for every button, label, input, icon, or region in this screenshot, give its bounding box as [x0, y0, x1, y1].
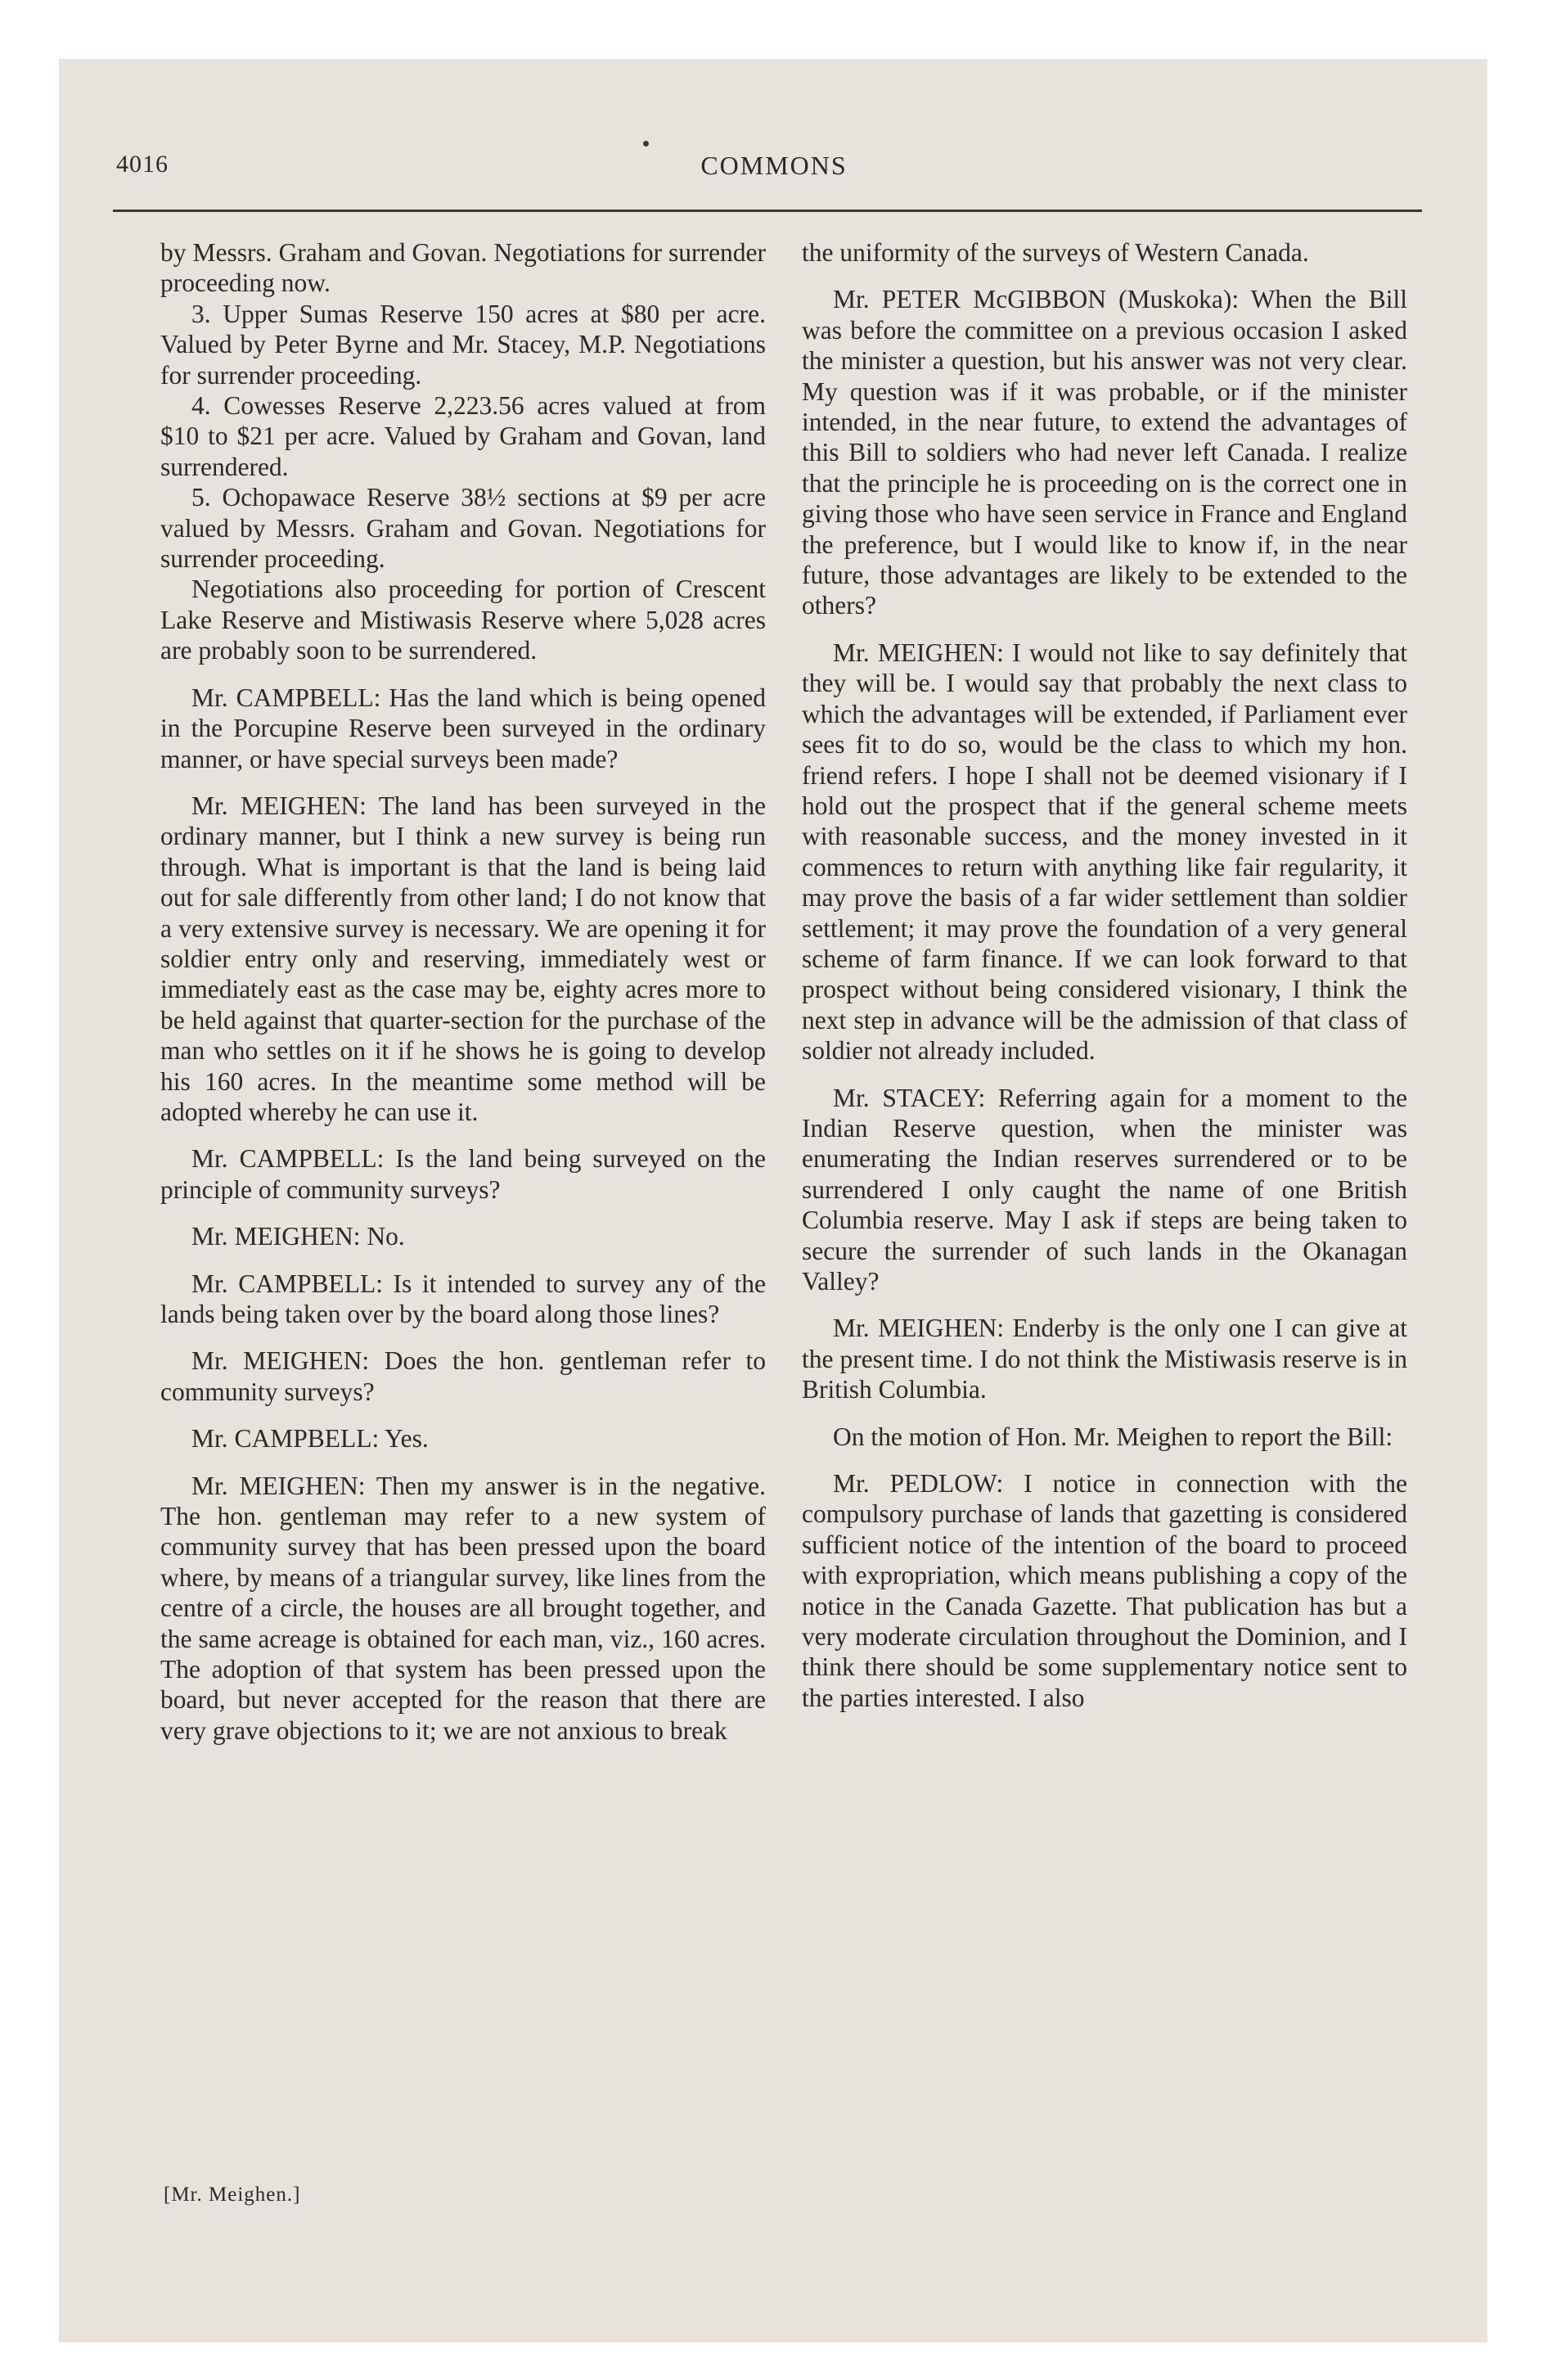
- paragraph: On the motion of Hon. Mr. Meighen to report the Bill:: [833, 1422, 1393, 1451]
- paragraph: Mr. CAMPBELL: Is it intended to survey any of the lands being taken over by the board along those lines?: [160, 1269, 766, 1328]
- paragraph: Mr. PEDLOW: I notice in connection with the compulsory purchase of lands that gazetting is considered sufficient notice of the intention of the board to proceed with expropriation, which means publishing a copy of the notice in the Canada Gazette. That publication has but a very moderate circulation throughout the Dominion, and I think there should be some supplementary notice sent to the parties interested. I also: [802, 1469, 1407, 1712]
- paragraph: Mr. MEIGHEN: No.: [191, 1222, 405, 1251]
- page-number: 4016: [116, 151, 169, 178]
- left-column: [160, 237, 766, 1746]
- paragraph: Mr. PETER McGIBBON (Muskoka): When the Bill was before the committee on a previous occasion I asked the minister a question, but his answer was not very clear. My question was if it was probable, or if the minister intended, in the near future, to extend the advantages of this Bill to soldiers who had never left Canada. I realize that the principle he is proceeding on is the correct one in giving those who have seen service in France and England the preference, but I would like to know if, in the near future, those advantages are likely to be extended to the others?: [802, 285, 1407, 620]
- paragraph: by Messrs. Graham and Govan. Negotiations for surrender proceeding now.: [160, 238, 766, 298]
- paragraph: Mr. STACEY: Referring again for a moment to the Indian Reserve question, when the minister was enumerating the Indian reserves surrendered or to be surrendered I only caught the name of one British Columbia reserve. May I ask if steps are being taken to secure the surrender of such lands in the Okanagan Valley?: [802, 1083, 1407, 1296]
- paragraph: the uniformity of the surveys of Western Canada.: [802, 238, 1309, 267]
- paragraph: Negotiations also proceeding for portion of Crescent Lake Reserve and Mistiwasis Reserve where 5,028 acres are probably soon to be surrendered.: [160, 575, 766, 665]
- running-head: COMMONS: [700, 151, 848, 180]
- paragraph: 5. Ochopawace Reserve 38½ sections at $9 per acre valued by Messrs. Graham and Govan. Negotiations for surrender proceeding.: [160, 483, 766, 574]
- paragraph: 4. Cowesses Reserve 2,223.56 acres valued at from $10 to $21 per acre. Valued by Graham and Govan, land surrendered.: [160, 391, 766, 481]
- paragraph: Mr. MEIGHEN: Then my answer is in the negative. The hon. gentleman may refer to a new system of community survey that has been pressed upon the board where, by means of a triangular survey, like lines from the centre of a circle, the houses are all brought together, and the same acreage is obtained for each man, viz., 160 acres. The adoption of that system has been pressed upon the board, but never accepted for the reason that there are very grave objections to it; we are not anxious to break: [160, 1471, 766, 1745]
- speaker-note: [Mr. Meighen.]: [164, 2184, 301, 2206]
- paragraph: Mr. MEIGHEN: I would not like to say definitely that they will be. I would say that probably the next class to which the advantages will be extended, if Parliament ever sees fit to do so, would be the class to which my hon. friend refers. I hope I shall not be deemed visionary if I hold out the prospect that if the general scheme meets with reasonable success, and the money invested in it commences to return with anything like fair regularity, it may prove the basis of a far wider settlement than soldier settlement; it may prove the foundation of a very general scheme of farm finance. If we can look forward to that prospect without being considered visionary, I think the next step in advance will be the admission of that class of soldier not already included.: [802, 638, 1407, 1066]
- ink-dot: [643, 141, 649, 146]
- paragraph: 3. Upper Sumas Reserve 150 acres at $80 per acre. Valued by Peter Byrne and Mr. Stacey, M.P. Negotiations for surrender proceeding.: [160, 299, 766, 390]
- paragraph: Mr. CAMPBELL: Has the land which is being opened in the Porcupine Reserve been surveyed in the ordinary manner, or have special surveys been made?: [160, 683, 766, 773]
- paragraph: Mr. MEIGHEN: The land has been surveyed in the ordinary manner, but I think a new survey is being run through. What is important is that the land is being laid out for sale differently from other land; I do not know that a very extensive survey is necessary. We are opening it for soldier entry only and reserving, immediately west or immediately east as the case may be, eighty acres more to be held against that quarter-section for the purchase of the man who settles on it if he shows he is going to develop his 160 acres. In the meantime some method will be adopted whereby he can use it.: [160, 791, 766, 1126]
- paragraph: Mr. MEIGHEN: Enderby is the only one I can give at the present time. I do not think the Mistiwasis reserve is in British Columbia.: [802, 1314, 1407, 1404]
- paragraph: Mr. MEIGHEN: Does the hon. gentleman refer to community surveys?: [160, 1346, 766, 1406]
- paragraph: Mr. CAMPBELL: Yes.: [191, 1424, 429, 1454]
- paragraph: Mr. CAMPBELL: Is the land being surveyed on the principle of community surveys?: [160, 1144, 766, 1204]
- right-column: [802, 237, 1407, 1713]
- header-rule: [113, 210, 1422, 212]
